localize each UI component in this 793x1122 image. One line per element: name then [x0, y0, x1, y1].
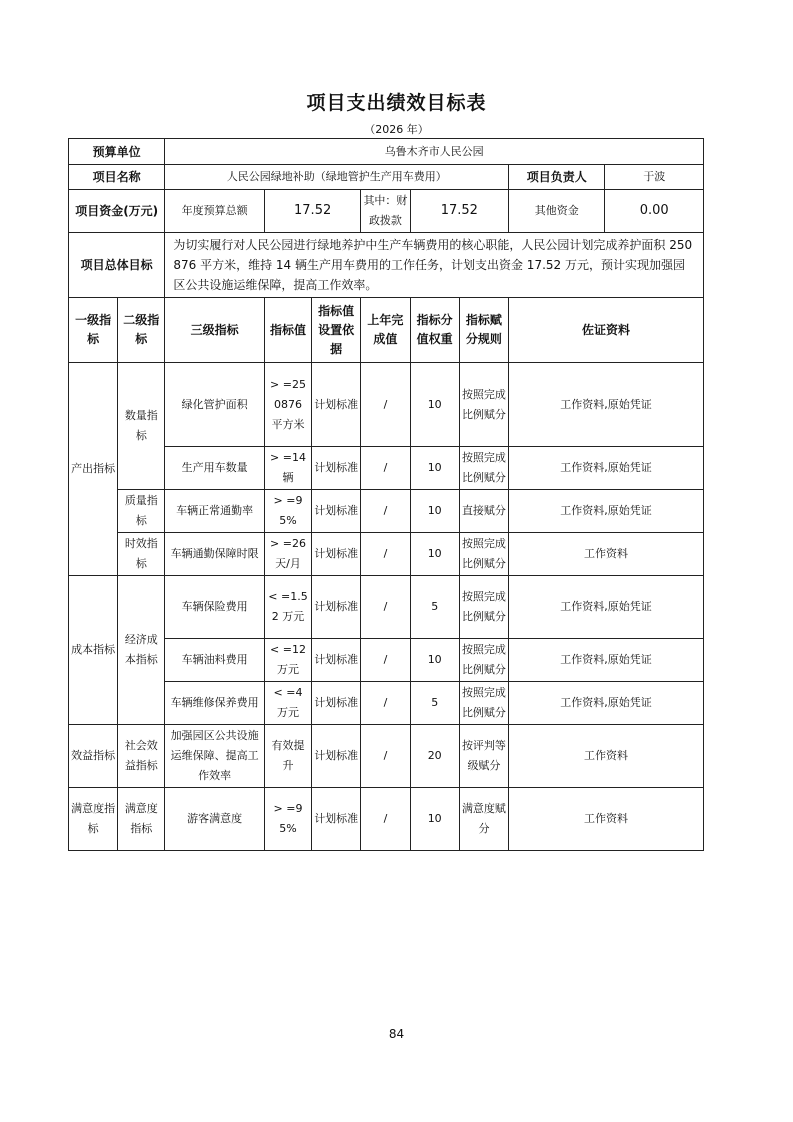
project-name-row — [69, 165, 704, 190]
budget-unit-label: 预算单位 — [69, 139, 165, 165]
indicator-rule: 按照完成比例赋分 — [459, 639, 508, 682]
indicator-basis: 计划标准 — [312, 576, 361, 639]
indicator-weight: 10 — [410, 788, 459, 851]
indicator-rule: 按照完成比例赋分 — [459, 363, 508, 447]
annual-budget-label: 年度预算总额 — [165, 190, 265, 233]
group-cost: 成本指标 — [69, 576, 118, 725]
annual-budget-value: 17.52 — [264, 190, 360, 233]
indicator-evidence: 工作资料,原始凭证 — [509, 447, 704, 490]
indicator-basis: 计划标准 — [312, 639, 361, 682]
goal-row — [69, 233, 704, 298]
indicator-basis: 计划标准 — [312, 363, 361, 447]
indicator-weight: 10 — [410, 490, 459, 533]
group-output: 产出指标 — [69, 363, 118, 576]
indicator-value: > =95% — [264, 490, 311, 533]
indicator-weight: 10 — [410, 447, 459, 490]
indicator-value: < =12 万元 — [264, 639, 311, 682]
group-social-benefit: 社会效益指标 — [118, 725, 165, 788]
header-level2: 二级指标 — [118, 298, 165, 363]
indicator-value: > =95% — [264, 788, 311, 851]
header-level1: 一级指标 — [69, 298, 118, 363]
indicator-rule: 按照完成比例赋分 — [459, 533, 508, 576]
header-value: 指标值 — [264, 298, 311, 363]
group-satisfaction-level1: 满意度指标 — [69, 788, 118, 851]
funds-label: 项目资金(万元) — [69, 190, 165, 233]
indicator-last-year: / — [361, 725, 410, 788]
indicator-evidence: 工作资料,原始凭证 — [509, 363, 704, 447]
budget-unit-value: 乌鲁木齐市人民公园 — [165, 139, 704, 165]
page-number: 84 — [388, 1027, 405, 1041]
header-evidence: 佐证资料 — [509, 298, 704, 363]
page-title: 项目支出绩效目标表 — [306, 92, 487, 114]
indicator-last-year: / — [361, 639, 410, 682]
indicator-evidence: 工作资料,原始凭证 — [509, 576, 704, 639]
indicator-evidence: 工作资料 — [509, 788, 704, 851]
indicator-name: 车辆通勤保障时限 — [165, 533, 265, 576]
indicator-evidence: 工作资料,原始凭证 — [509, 682, 704, 725]
budget-unit-row — [69, 139, 704, 165]
indicator-weight: 5 — [410, 682, 459, 725]
group-benefit: 效益指标 — [69, 725, 118, 788]
indicator-rule: 按照完成比例赋分 — [459, 682, 508, 725]
table-row — [69, 725, 704, 788]
indicator-name: 车辆油料费用 — [165, 639, 265, 682]
indicator-evidence: 工作资料 — [509, 533, 704, 576]
other-funds-label: 其他资金 — [509, 190, 605, 233]
project-name-label: 项目名称 — [69, 165, 165, 190]
indicator-last-year: / — [361, 490, 410, 533]
indicator-weight: 10 — [410, 533, 459, 576]
header-last-year: 上年完成值 — [361, 298, 410, 363]
indicator-basis: 计划标准 — [312, 533, 361, 576]
group-economic-cost: 经济成本指标 — [118, 576, 165, 725]
header-basis: 指标值设置依据 — [312, 298, 361, 363]
header-level3: 三级指标 — [165, 298, 265, 363]
indicator-value: < =4 万元 — [264, 682, 311, 725]
indicator-evidence: 工作资料,原始凭证 — [509, 490, 704, 533]
indicator-rule: 满意度赋分 — [459, 788, 508, 851]
fiscal-label: 其中：财政拨款 — [361, 190, 410, 233]
indicator-last-year: / — [361, 788, 410, 851]
table-row — [69, 490, 704, 533]
performance-table — [68, 138, 704, 851]
fiscal-value: 17.52 — [410, 190, 509, 233]
group-satisfaction-level2: 满意度指标 — [118, 788, 165, 851]
indicator-value: > =26 天/月 — [264, 533, 311, 576]
indicator-value: > =250876 平方米 — [264, 363, 311, 447]
indicator-rule: 按照完成比例赋分 — [459, 576, 508, 639]
group-quality: 质量指标 — [118, 490, 165, 533]
indicator-weight: 10 — [410, 363, 459, 447]
indicator-evidence: 工作资料 — [509, 725, 704, 788]
leader-label: 项目负责人 — [509, 165, 605, 190]
funds-row — [69, 190, 704, 233]
indicator-value: 有效提升 — [264, 725, 311, 788]
table-row — [69, 363, 704, 447]
goal-label: 项目总体目标 — [69, 233, 165, 298]
indicator-value: < =1.52 万元 — [264, 576, 311, 639]
leader-value: 于波 — [605, 165, 704, 190]
indicator-last-year: / — [361, 682, 410, 725]
year-subtitle: （2026 年） — [364, 123, 429, 136]
indicator-name: 车辆正常通勤率 — [165, 490, 265, 533]
indicator-name: 加强园区公共设施运维保障、提高工作效率 — [165, 725, 265, 788]
indicator-weight: 10 — [410, 639, 459, 682]
header-row — [69, 298, 704, 363]
indicator-last-year: / — [361, 447, 410, 490]
table-row — [69, 533, 704, 576]
indicator-rule: 按照完成比例赋分 — [459, 447, 508, 490]
group-timeliness: 时效指标 — [118, 533, 165, 576]
indicator-basis: 计划标准 — [312, 682, 361, 725]
table-row — [69, 576, 704, 639]
other-funds-value: 0.00 — [605, 190, 704, 233]
indicator-last-year: / — [361, 576, 410, 639]
group-quantity: 数量指标 — [118, 363, 165, 490]
header-weight: 指标分值权重 — [410, 298, 459, 363]
indicator-evidence: 工作资料,原始凭证 — [509, 639, 704, 682]
indicator-name: 绿化管护面积 — [165, 363, 265, 447]
indicator-name: 车辆维修保养费用 — [165, 682, 265, 725]
indicator-rule: 按评判等级赋分 — [459, 725, 508, 788]
indicator-name: 车辆保险费用 — [165, 576, 265, 639]
indicator-basis: 计划标准 — [312, 447, 361, 490]
indicator-name: 游客满意度 — [165, 788, 265, 851]
indicator-value: > =14 辆 — [264, 447, 311, 490]
indicator-weight: 20 — [410, 725, 459, 788]
indicator-basis: 计划标准 — [312, 788, 361, 851]
indicator-basis: 计划标准 — [312, 725, 361, 788]
project-name-value: 人民公园绿地补助（绿地管护生产用车费用） — [165, 165, 509, 190]
indicator-last-year: / — [361, 533, 410, 576]
goal-text: 为切实履行对人民公园进行绿地养护中生产车辆费用的核心职能，人民公园计划完成养护面积 250876 平方米，维持 14 辆生产用车费用的工作任务，计划支出资金 17.52 万元，预计实现加强园区公共设施运维保障，提高工作效率。 — [165, 233, 704, 298]
table-row — [69, 788, 704, 851]
header-rule: 指标赋分规则 — [459, 298, 508, 363]
indicator-name: 生产用车数量 — [165, 447, 265, 490]
indicator-rule: 直接赋分 — [459, 490, 508, 533]
indicator-last-year: / — [361, 363, 410, 447]
indicator-basis: 计划标准 — [312, 490, 361, 533]
indicator-weight: 5 — [410, 576, 459, 639]
